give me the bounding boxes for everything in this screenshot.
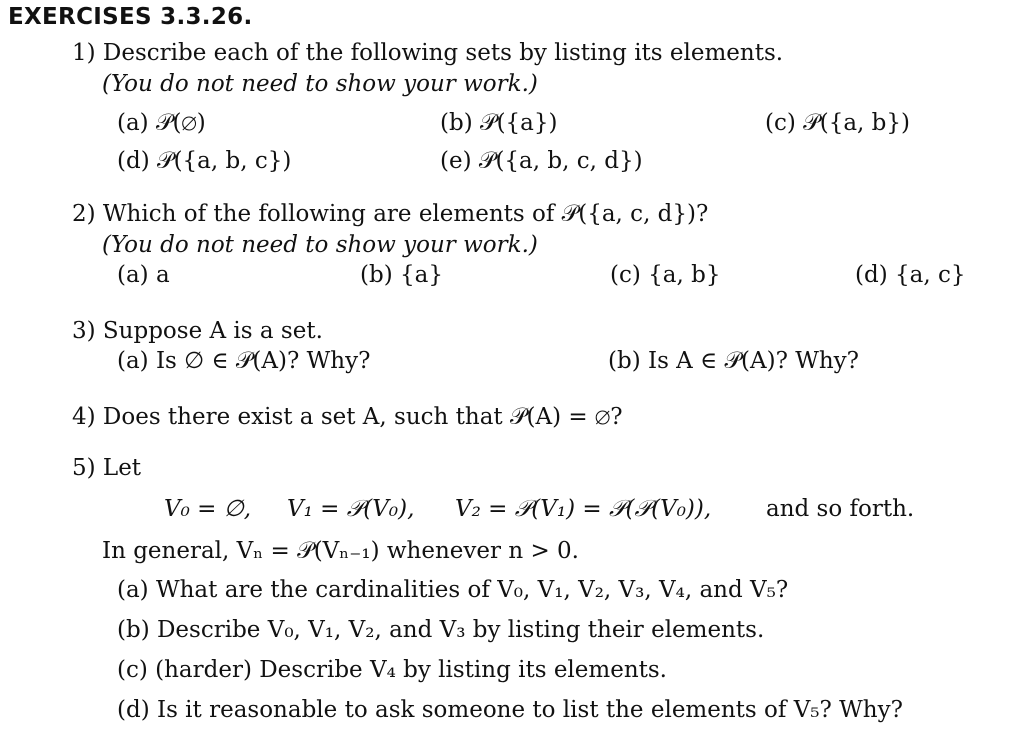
q1-part-a: (a) 𝒫(∅) xyxy=(117,110,206,136)
q1-part-d: (d) 𝒫({a, b, c}) xyxy=(117,148,292,174)
q5-part-c: (c) (harder) Describe V₄ by listing its elements. xyxy=(117,657,667,683)
q2-part-a: (a) a xyxy=(117,262,170,288)
q4-prompt: 4) Does there exist a set A, such that 𝒫(A) = ∅? xyxy=(72,404,623,430)
q5-general-rule: In general, Vₙ = 𝒫(Vₙ₋₁) whenever n > 0. xyxy=(102,538,579,564)
q2-part-c: (c) {a, b} xyxy=(610,262,721,288)
q1-note: (You do not need to show your work.) xyxy=(102,71,538,97)
q2-prompt: 2) Which of the following are elements of 𝒫({a, c, d})? xyxy=(72,201,709,227)
q1-part-e: (e) 𝒫({a, b, c, d}) xyxy=(440,148,643,174)
q1-part-c: (c) 𝒫({a, b}) xyxy=(765,110,910,136)
q5-equation-v0: V₀ = ∅, xyxy=(164,496,252,522)
q1-prompt: 1) Describe each of the following sets by listing its elements. xyxy=(72,40,784,66)
q5-prompt: 5) Let xyxy=(72,455,142,481)
exercise-heading: EXERCISES 3.3.26. xyxy=(8,4,253,30)
q3-part-b: (b) Is A ∈ 𝒫(A)? Why? xyxy=(608,348,859,374)
q1-part-b: (b) 𝒫({a}) xyxy=(440,110,558,136)
q5-part-a: (a) What are the cardinalities of V₀, V₁, V₂, V₃, V₄, and V₅? xyxy=(117,577,789,603)
q5-equation-v1: V₁ = 𝒫(V₀), xyxy=(287,496,415,522)
q2-note: (You do not need to show your work.) xyxy=(102,232,538,258)
q5-part-d: (d) Is it reasonable to ask someone to list the elements of V₅? Why? xyxy=(117,697,903,723)
q5-and-so-forth: and so forth. xyxy=(766,496,915,522)
q3-part-a: (a) Is ∅ ∈ 𝒫(A)? Why? xyxy=(117,348,371,374)
q3-prompt: 3) Suppose A is a set. xyxy=(72,318,323,344)
q5-part-b: (b) Describe V₀, V₁, V₂, and V₃ by listing their elements. xyxy=(117,617,765,643)
q2-part-b: (b) {a} xyxy=(360,262,443,288)
q5-equation-v2: V₂ = 𝒫(V₁) = 𝒫(𝒫(V₀)), xyxy=(455,496,712,522)
q2-part-d: (d) {a, c} xyxy=(855,262,966,288)
